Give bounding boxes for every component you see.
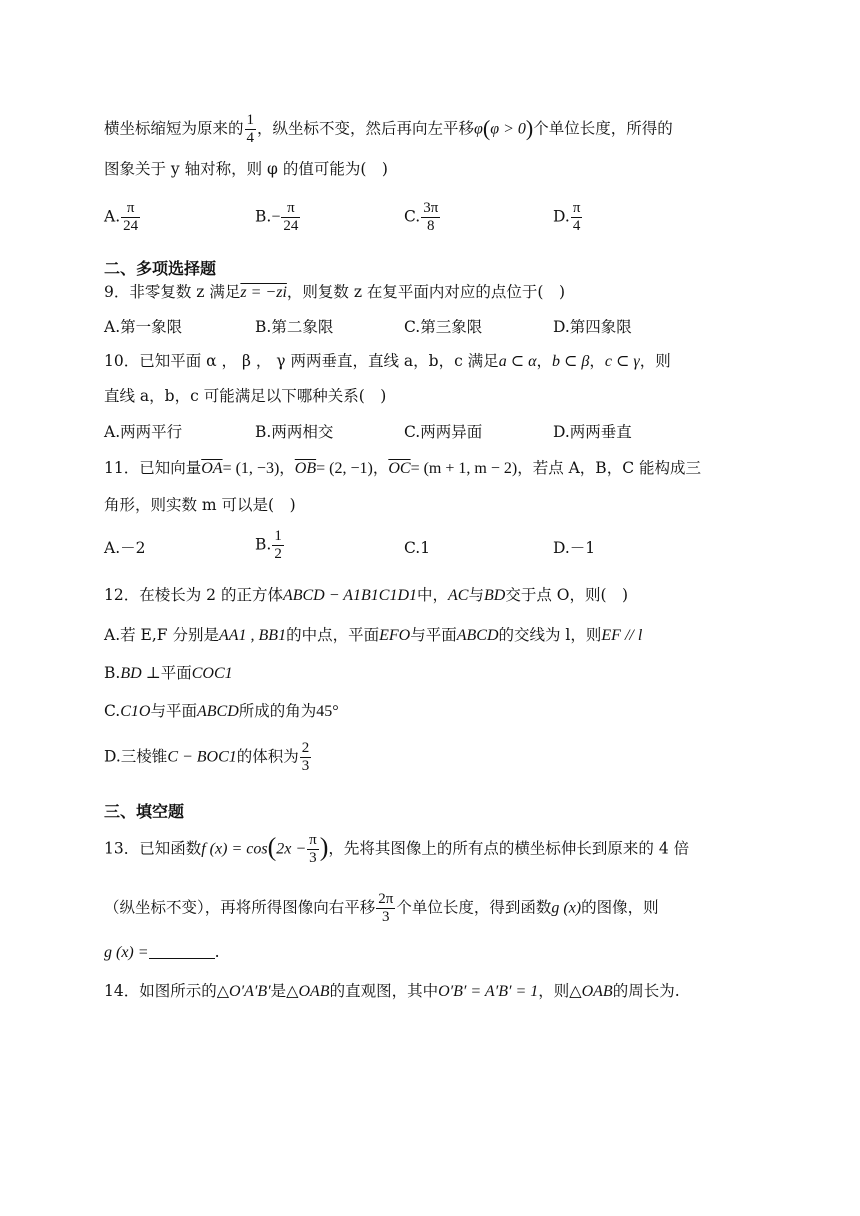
q11-option-d[interactable]: D.－1	[553, 539, 596, 557]
q9-option-d[interactable]: D.第四象限	[553, 318, 632, 336]
q10-option-b[interactable]: B.两两相交	[255, 423, 334, 441]
q11-line2: 角形，则实数 m 可以是( )	[104, 496, 296, 514]
q12-option-a[interactable]: A.若 E,F 分别是AA1 , BB1的中点，平面EFO与平面ABCD的交线为 l，则EF // l	[104, 626, 643, 644]
q10-option-d[interactable]: D.两两垂直	[553, 423, 632, 441]
q13-answer-line: g (x) = .	[104, 943, 220, 961]
q8-option-d[interactable]: D. $\frac{\pi}{4}$	[553, 200, 581, 234]
q11-option-b[interactable]: B. $\frac{1}{2}$	[255, 528, 282, 562]
q9-stem: 9．非零复数 z 满足z = −zi，则复数 z 在复平面内对应的点位于( )	[104, 283, 566, 301]
fraction: $\frac{1}{4}$	[246, 112, 255, 146]
q9-option-b[interactable]: B.第二象限	[255, 318, 334, 336]
q10-option-a[interactable]: A.两两平行	[104, 423, 183, 441]
q13-line1: 13．已知函数f (x) = cos(2x − $\frac{\pi}{3}$ )，先将其图像上的所有点的横坐标伸长到原来的 4 倍	[104, 832, 690, 866]
q11-option-a[interactable]: A.－2	[104, 539, 146, 557]
q8-option-a[interactable]: A. $\frac{\pi}{24}$	[104, 200, 139, 234]
q12-option-d[interactable]: D.三棱锥C − BOC1的体积为 $\frac{2}{3}$	[104, 740, 310, 774]
q12-option-c[interactable]: C.C1O与平面ABCD所成的角为45°	[104, 702, 339, 720]
q8-line1: 横坐标缩短为原来的 $\frac{1}{4}$ ，纵坐标不变，然后再向左平移φ(φ > 0)个单位长度，所得的	[104, 112, 673, 146]
q12-stem: 12．在棱长为 2 的正方体ABCD − A1B1C1D1中，AC与BD交于点 O，则( )	[104, 586, 629, 604]
q14-stem: 14．如图所示的△O′A′B′是△OAB的直观图，其中O′B′ = A′B′ = 1，则△OAB的周长为.	[104, 982, 680, 1000]
q10-option-c[interactable]: C.两两异面	[404, 423, 483, 441]
q8-line2: 图象关于 y 轴对称，则 φ 的值可能为( )	[104, 160, 388, 178]
q9-option-a[interactable]: A.第一象限	[104, 318, 183, 336]
q13-line2: （纵坐标不变），再将所得图像向右平移 $\frac{2\pi}{3}$ 个单位长度，得到函数g (x)的图像，则	[104, 891, 659, 925]
q12-option-b[interactable]: B.BD ⊥平面COC1	[104, 664, 233, 682]
answer-blank[interactable]	[149, 944, 215, 959]
q11-option-c[interactable]: C.1	[404, 539, 431, 557]
q10-line1: 10．已知平面 α ， β ， γ 两两垂直，直线 a，b，c 满足a ⊂ α，b ⊂ β，c ⊂ γ，则	[104, 352, 671, 370]
section-heading-fill-blank: 三、填空题	[104, 802, 185, 821]
q8-option-c[interactable]: C. $\frac{3\pi}{8}$	[404, 200, 439, 234]
q9-option-c[interactable]: C.第三象限	[404, 318, 483, 336]
section-heading-multiple-choice: 二、多项选择题	[104, 259, 217, 278]
q10-line2: 直线 a，b，c 可能满足以下哪种关系( )	[104, 387, 387, 405]
q8-option-b[interactable]: B.− $\frac{\pi}{24}$	[255, 200, 299, 234]
q11-line1: 11．已知向量$\overline{OA}= (1$, −3)，$\overline{OB}= (2$, −1)，$\overline{OC}= (m + 1$, m − 2)，若点 A，B，C 能构成三	[104, 459, 701, 477]
